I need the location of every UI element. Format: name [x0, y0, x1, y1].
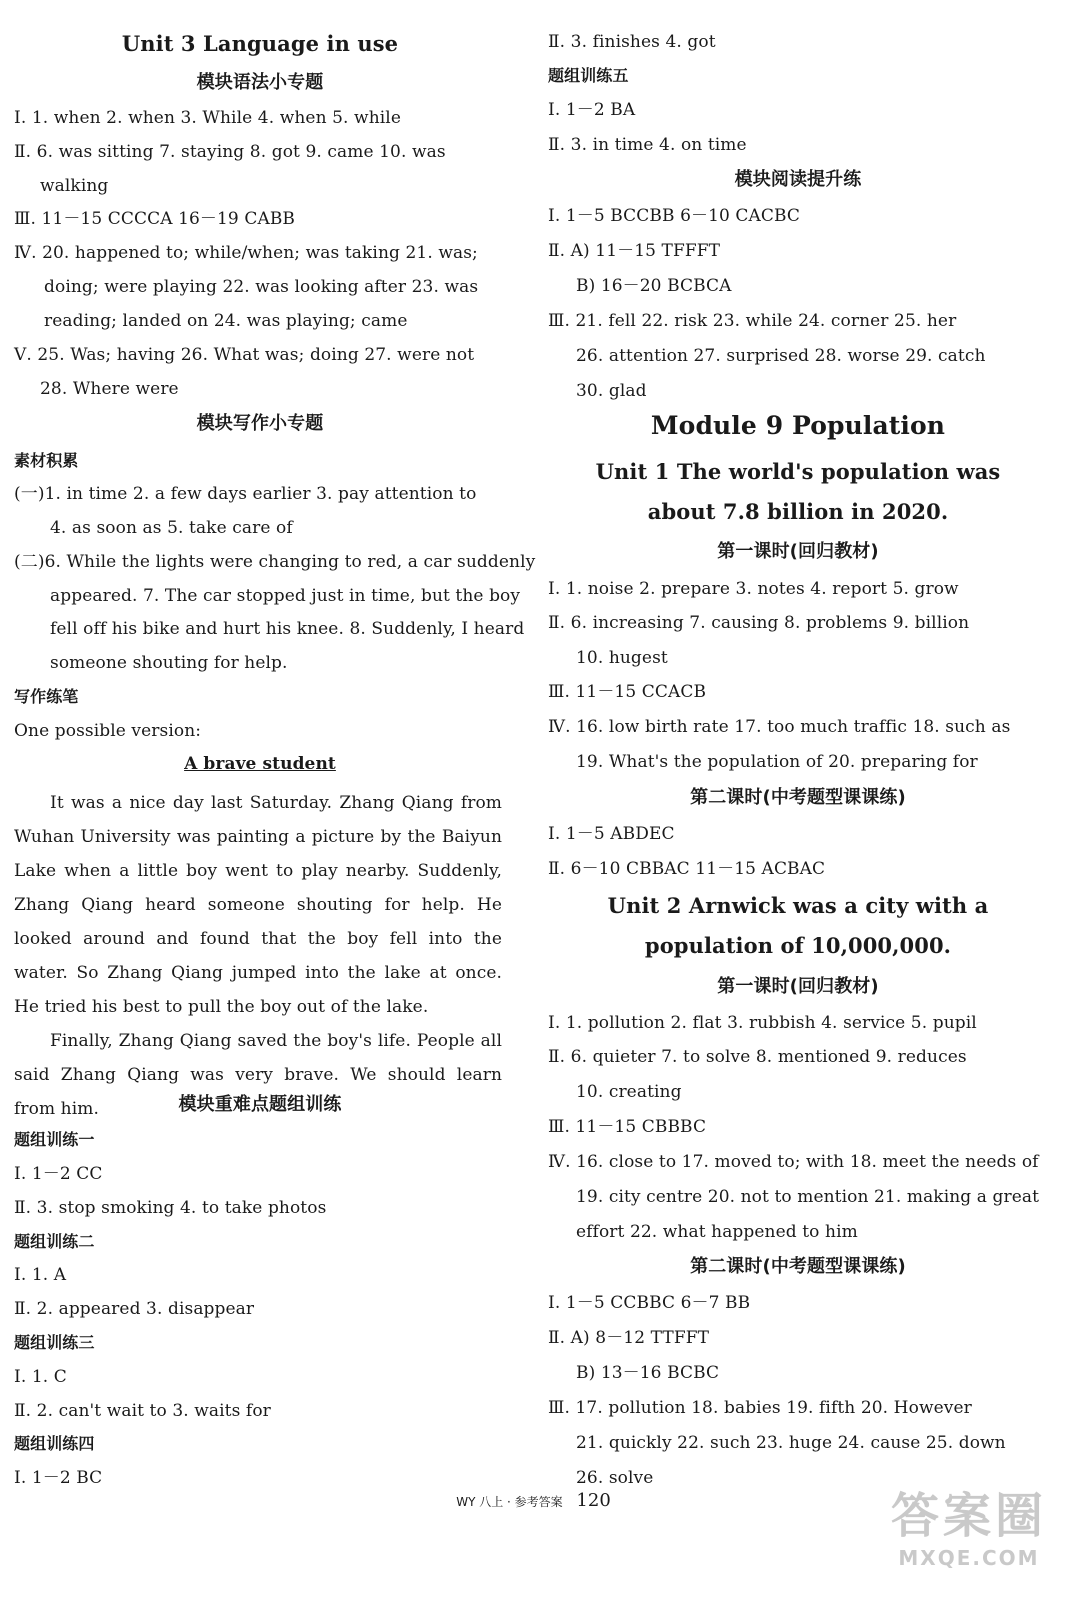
answer-line: Ⅳ. 16. low birth rate 17. too much traffic 18. such as: [548, 717, 1011, 737]
reading-heading: 模块阅读提升练: [734, 169, 862, 190]
answer-line: Ⅰ. 1. A: [14, 1265, 67, 1285]
answer-line: Ⅱ. 3. stop smoking 4. to take photos: [14, 1198, 327, 1218]
answer-line: 21. quickly 22. such 23. huge 24. cause 25. down: [576, 1433, 1006, 1453]
answer-line: Ⅰ. 1－5 BCCBB 6－10 CACBC: [548, 206, 801, 226]
answer-line: Ⅱ. 6. quieter 7. to solve 8. mentioned 9. reduces: [548, 1047, 967, 1067]
answer-line: Ⅴ. 25. Was; having 26. What was; doing 27. were not: [14, 345, 475, 365]
answer-line: 10. creating: [576, 1082, 682, 1102]
lesson2-heading: 第二课时(中考题型课课练): [690, 1256, 906, 1277]
answer-line: fell off his bike and hurt his knee. 8. Suddenly, I heard: [50, 619, 525, 639]
unit2-title-cont: population of 10,000,000.: [644, 933, 952, 958]
answer-line: Ⅰ. 1－2 BA: [548, 100, 636, 120]
answer-line: Ⅲ. 11－15 CCACB: [548, 682, 707, 702]
answer-line: Ⅳ. 20. happened to; while/when; was taking 21. was;: [14, 243, 478, 263]
group-label: 题组训练四: [14, 1434, 95, 1453]
answer-line: Ⅰ. 1. noise 2. prepare 3. notes 4. report 5. grow: [548, 579, 959, 599]
group-label: 题组训练三: [14, 1333, 95, 1352]
footer-code: WY 八上 · 参考答案: [456, 1495, 563, 1509]
watermark-text: 答案圈: [890, 1488, 1047, 1544]
answer-line: 30. glad: [576, 381, 647, 401]
answer-line: Ⅱ. 6. increasing 7. causing 8. problems 9. billion: [548, 613, 970, 633]
answer-line: Ⅰ. 1－5 ABDEC: [548, 824, 675, 844]
answer-line: Ⅰ. 1. C: [14, 1367, 67, 1387]
answer-line: B) 13－16 BCBC: [576, 1363, 720, 1383]
group-label: 题组训练一: [14, 1130, 95, 1149]
answer-line: someone shouting for help.: [50, 653, 288, 673]
essay-paragraph: It was a nice day last Saturday. Zhang Qiang from Wuhan University was painting a picture by the Baiyun Lake when a little boy went to play nearby. Suddenly, Zhang Qiang heard someone shouting for help. He looked around and found that the boy fell into the water. So Zhang Qiang jumped into the lake at once. He tried his best to pull the boy out of the lake.: [14, 793, 502, 1017]
material-label: 素材积累: [14, 451, 79, 470]
answer-line: B) 16－20 BCBCA: [576, 276, 732, 296]
answer-line: Ⅱ. A) 11－15 TFFFT: [548, 241, 721, 261]
answer-line: Ⅱ. 2. can't wait to 3. waits for: [14, 1401, 271, 1421]
answer-line: Ⅲ. 21. fell 22. risk 23. while 24. corner 25. her: [548, 311, 957, 331]
answer-line: reading; landed on 24. was playing; came: [44, 311, 408, 331]
answer-line: Ⅱ. 3. in time 4. on time: [548, 135, 747, 155]
answer-line: 19. city centre 20. not to mention 21. making a great: [576, 1187, 1040, 1207]
answer-line: Ⅱ. 6－10 CBBAC 11－15 ACBAC: [548, 859, 826, 879]
writing-heading: 模块写作小专题: [196, 413, 324, 434]
essay-paragraph: Finally, Zhang Qiang saved the boy's life. People all said Zhang Qiang was very brave. We should learn from him.: [14, 1031, 502, 1119]
answer-line: Ⅰ. 1－2 BC: [14, 1468, 103, 1488]
answer-line: Ⅱ. 6. was sitting 7. staying 8. got 9. came 10. was: [14, 142, 446, 162]
lesson1-heading: 第一课时(回归教材): [717, 541, 879, 562]
watermark-logo: [879, 1486, 1059, 1596]
answer-line: walking: [40, 176, 109, 196]
unit3-title: Unit 3 Language in use: [121, 31, 399, 56]
answer-line: Ⅱ. 2. appeared 3. disappear: [14, 1299, 255, 1319]
unit1-title-cont: about 7.8 billion in 2020.: [647, 499, 949, 524]
answer-line: 26. attention 27. surprised 28. worse 29. catch: [576, 346, 986, 366]
answer-line: 19. What's the population of 20. preparing for: [576, 752, 978, 772]
answer-line: (二)6. While the lights were changing to red, a car suddenly: [14, 552, 536, 572]
answer-line: Ⅰ. 1－5 CCBBC 6－7 BB: [548, 1293, 751, 1313]
module-title: Module 9 Population: [650, 411, 946, 440]
answer-line: Ⅲ. 11－15 CBBBC: [548, 1117, 707, 1137]
answer-line: Ⅱ. 3. finishes 4. got: [548, 32, 716, 52]
answer-line: Ⅲ. 11－15 CCCCA 16－19 CABB: [14, 209, 296, 229]
answer-line: Ⅰ. 1. when 2. when 3. While 4. when 5. while: [14, 108, 401, 128]
lesson2-heading: 第二课时(中考题型课课练): [690, 787, 906, 808]
answer-line: 28. Where were: [40, 379, 179, 399]
answer-line: appeared. 7. The car stopped just in time, but the boy: [50, 586, 521, 606]
answer-line: 10. hugest: [576, 648, 668, 668]
answer-line: 4. as soon as 5. take care of: [50, 518, 293, 538]
group-label: 题组训练二: [14, 1232, 95, 1251]
page-number: 120: [576, 1490, 611, 1511]
unit2-title: Unit 2 Arnwick was a city with a: [607, 893, 989, 918]
answer-line: 26. solve: [576, 1468, 654, 1488]
answer-line: Ⅱ. A) 8－12 TTFFT: [548, 1328, 710, 1348]
answer-line: (一)1. in time 2. a few days earlier 3. pay attention to: [14, 484, 477, 504]
group-label: 题组训练五: [548, 66, 629, 85]
unit1-title: Unit 1 The world's population was: [595, 459, 1001, 484]
possible-version: One possible version:: [14, 721, 202, 741]
answer-line: Ⅰ. 1. pollution 2. flat 3. rubbish 4. service 5. pupil: [548, 1013, 977, 1033]
answer-line: effort 22. what happened to him: [576, 1222, 858, 1242]
watermark-url: MXQE.COM: [898, 1546, 1040, 1570]
key-points-heading: 模块重难点题组训练: [178, 1094, 342, 1115]
lesson1-heading: 第一课时(回归教材): [717, 976, 879, 997]
answer-line: Ⅰ. 1－2 CC: [14, 1164, 103, 1184]
grammar-heading: 模块语法小专题: [196, 72, 324, 93]
answer-line: Ⅳ. 16. close to 17. moved to; with 18. meet the needs of: [548, 1152, 1039, 1172]
answer-line: doing; were playing 22. was looking after 23. was: [44, 277, 479, 297]
essay-title: A brave student: [184, 754, 336, 774]
practice-label: 写作练笔: [14, 687, 79, 706]
answer-line: Ⅲ. 17. pollution 18. babies 19. fifth 20. However: [548, 1398, 972, 1418]
